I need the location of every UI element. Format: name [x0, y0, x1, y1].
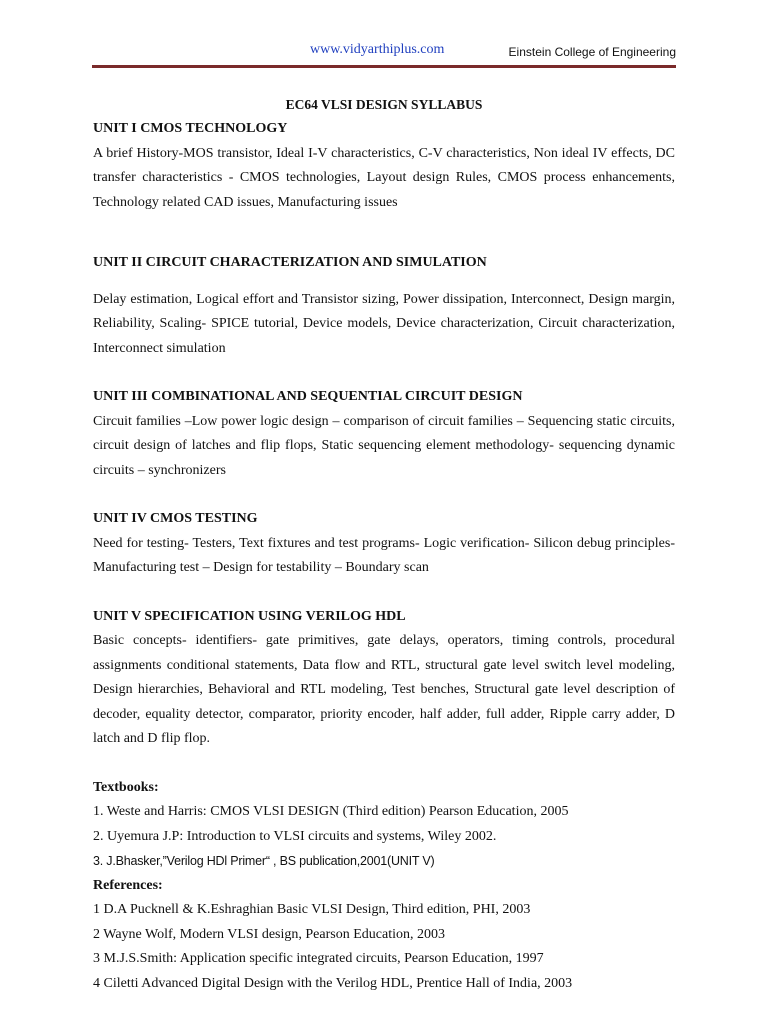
reference-item: 1 D.A Pucknell & K.Eshraghian Basic VLSI Design, Third edition, PHI, 2003: [93, 902, 531, 917]
unit-1-body: A brief History-MOS transistor, Ideal I-V characteristics, C-V characteristics, Non ideal IV effects, DC transfer characteristics - CMOS technologies, Layout design Rules, CMOS process enhancements, Technology related CAD issues, Manufacturing issues: [93, 145, 675, 210]
unit-3-body: Circuit families –Low power logic design – comparison of circuit families – Sequencing static circuits, circuit design of latches and flip flops, Static sequencing element methodology- sequencing dynamic circuits – synchronizers: [93, 413, 675, 478]
unit-4-body: Need for testing- Testers, Text fixtures and test programs- Logic verification- Silicon debug principles- Manufacturing test – Design for testability – Boundary scan: [93, 535, 675, 575]
reference-item: 2 Wayne Wolf, Modern VLSI design, Pearson Education, 2003: [93, 926, 445, 942]
textbook-item: 3. J.Bhasker,”Verilog HDl Primer“ , BS publication,2001(UNIT V): [93, 854, 435, 868]
reference-item: 4 Ciletti Advanced Digital Design with the Verilog HDL, Prentice Hall of India, 2003: [93, 975, 573, 991]
textbook-item: 1. Weste and Harris: CMOS VLSI DESIGN (Third edition) Pearson Education, 2005: [93, 804, 569, 819]
website-link[interactable]: www.vidyarthiplus.com: [310, 42, 445, 57]
unit-5-heading: UNIT V SPECIFICATION USING VERILOG HDL: [93, 608, 406, 624]
syllabus-body: [93, 93, 675, 996]
college-name: Einstein College of Engineering: [508, 45, 676, 59]
textbooks-heading: Textbooks:: [93, 779, 159, 795]
page-header: [92, 40, 676, 66]
unit-2-heading: UNIT II CIRCUIT CHARACTERIZATION AND SIMULATION: [93, 255, 487, 270]
unit-3-heading: UNIT III COMBINATIONAL AND SEQUENTIAL CIRCUIT DESIGN: [93, 389, 523, 404]
textbook-item: 2. Uyemura J.P: Introduction to VLSI circuits and systems, Wiley 2002.: [93, 828, 497, 844]
document-title: EC64 VLSI DESIGN SYLLABUS: [285, 97, 483, 112]
reference-item: 3 M.J.S.Smith: Application specific integrated circuits, Pearson Education, 1997: [93, 951, 544, 966]
unit-4-heading: UNIT IV CMOS TESTING: [93, 511, 258, 526]
unit-5-body: Basic concepts- identifiers- gate primitives, gate delays, operators, timing controls, procedural assignments conditional statements, Data flow and RTL, structural gate level switch level modeling, Design hierarchies, Behavioral and RTL modeling, Test benches, Structural gate level description of decoder, equality detector, comparator, priority encoder, half adder, full adder, Ripple carry adder, D latch and D flip flop.: [93, 633, 675, 746]
references-heading: References:: [93, 877, 163, 893]
unit-1-heading: UNIT I CMOS TECHNOLOGY: [93, 121, 288, 136]
unit-2-body: Delay estimation, Logical effort and Transistor sizing, Power dissipation, Interconnect, Design margin, Reliability, Scaling- SPICE tutorial, Device models, Device characterization, Circuit characterization, Interconnect simulation: [93, 291, 675, 356]
header-divider: [92, 65, 676, 68]
